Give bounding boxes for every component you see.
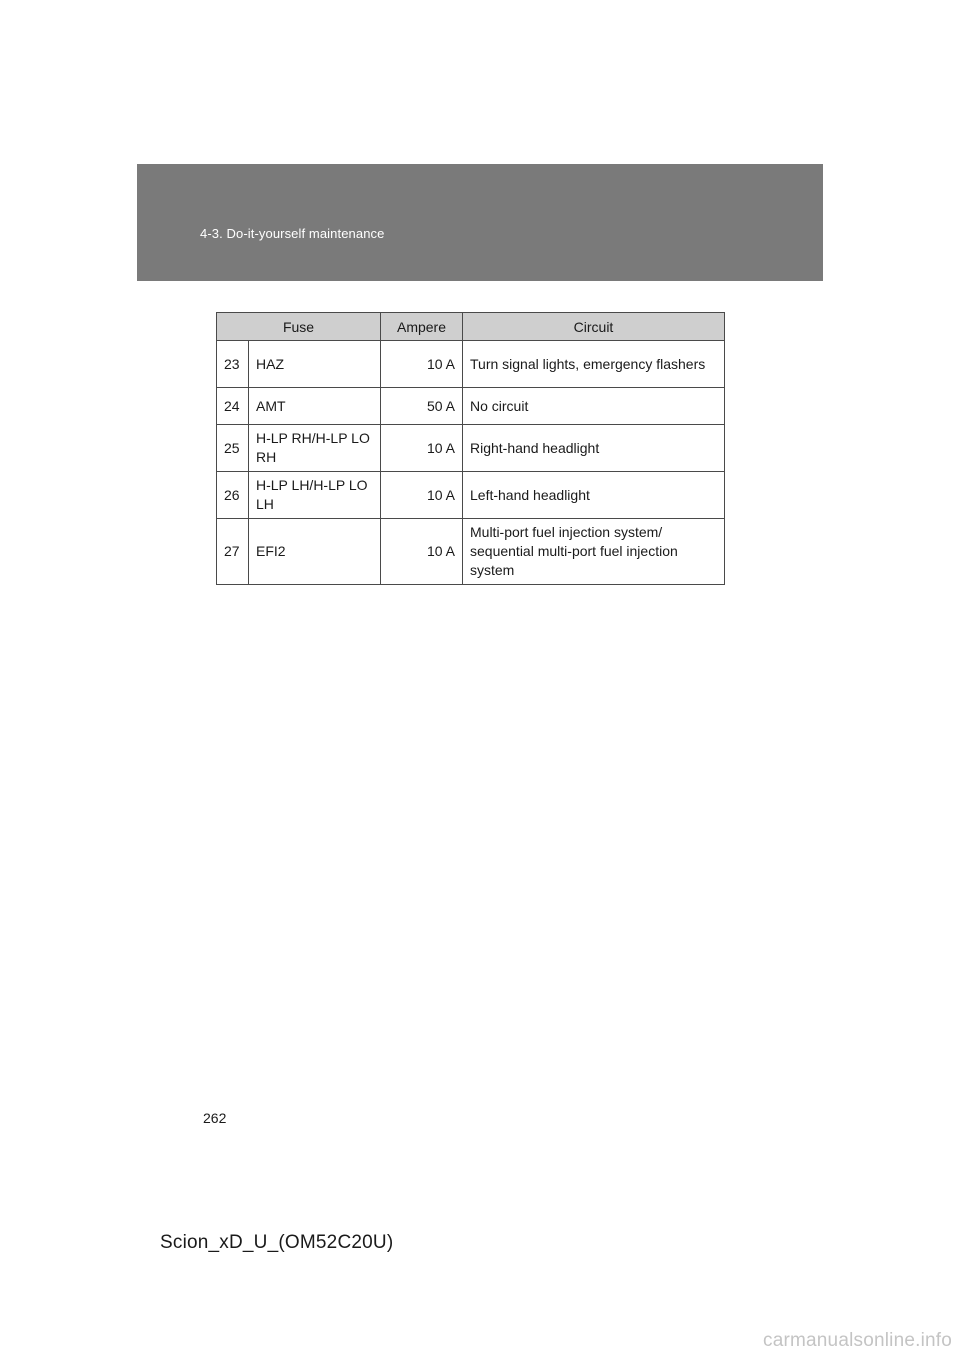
fuse-circuit: Right-hand headlight	[463, 425, 725, 472]
fuse-ampere: 10 A	[381, 341, 463, 388]
table-row	[217, 341, 725, 388]
fuse-circuit: Turn signal lights, emergency flashers	[463, 341, 725, 388]
table-row	[217, 425, 725, 472]
table-header-row	[217, 313, 725, 341]
section-header-band	[137, 164, 823, 281]
fuse-number: 23	[217, 341, 249, 388]
fuse-name: AMT	[249, 388, 381, 425]
fuse-circuit: Multi-port fuel injection system/ sequential multi-port fuel injection system	[463, 519, 725, 585]
column-header-fuse: Fuse	[217, 313, 381, 341]
table-row	[217, 519, 725, 585]
watermark-text: carmanualsonline.info	[763, 1330, 953, 1351]
fuse-number: 27	[217, 519, 249, 585]
fuse-ampere: 10 A	[381, 519, 463, 585]
fuse-name: HAZ	[249, 341, 381, 388]
fuse-name: EFI2	[249, 519, 381, 585]
fuse-name: H-LP RH/H-LP LO RH	[249, 425, 381, 472]
fuse-circuit: No circuit	[463, 388, 725, 425]
section-title: 4-3. Do-it-yourself maintenance	[200, 226, 385, 241]
column-header-circuit: Circuit	[463, 313, 725, 341]
fuse-ampere: 10 A	[381, 472, 463, 519]
column-header-ampere: Ampere	[381, 313, 463, 341]
fuse-number: 24	[217, 388, 249, 425]
fuse-name: H-LP LH/H-LP LO LH	[249, 472, 381, 519]
fuse-circuit: Left-hand headlight	[463, 472, 725, 519]
table-row	[217, 388, 725, 425]
page-number: 262	[203, 1110, 227, 1126]
fuse-ampere: 10 A	[381, 425, 463, 472]
fuse-number: 26	[217, 472, 249, 519]
table-row	[217, 472, 725, 519]
document-id: Scion_xD_U_(OM52C20U)	[160, 1232, 394, 1253]
fuse-number: 25	[217, 425, 249, 472]
fuse-table	[216, 312, 725, 585]
fuse-ampere: 50 A	[381, 388, 463, 425]
